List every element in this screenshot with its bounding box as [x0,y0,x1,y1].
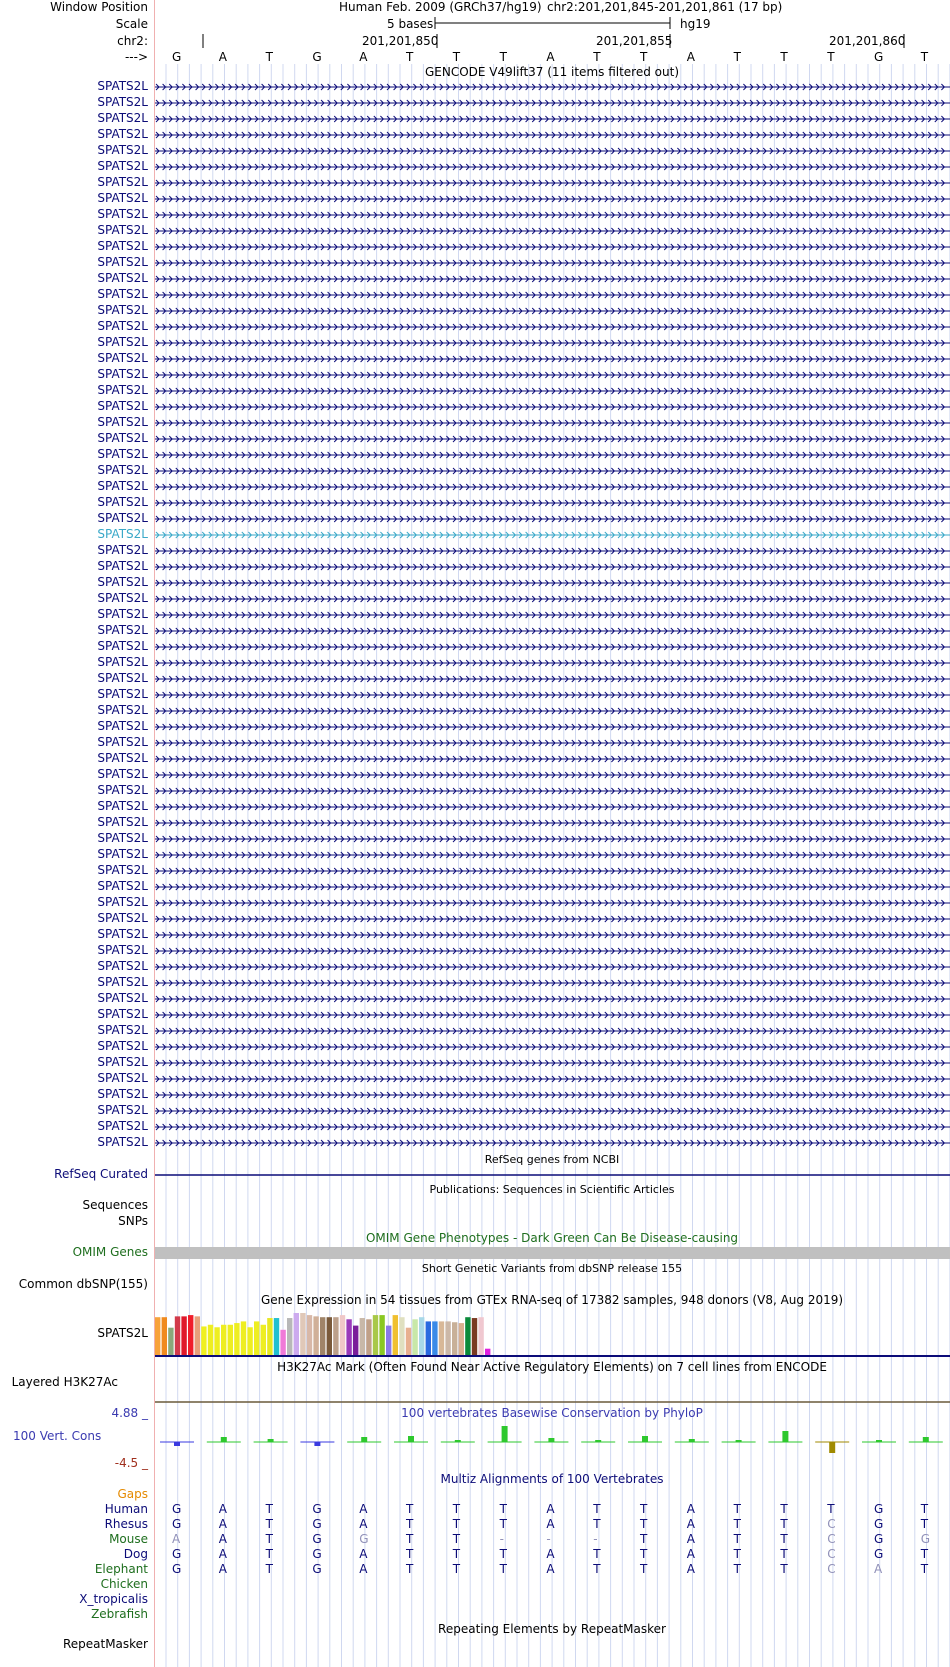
gtex-bar [485,1349,490,1355]
gencode-gene-label[interactable]: SPATS2L [97,1135,148,1149]
multiz-gaps-label: Gaps [117,1487,148,1501]
multiz-base: T [406,1502,414,1516]
gencode-gene-label[interactable]: SPATS2L [97,831,148,845]
gtex-bar [261,1325,266,1355]
multiz-base: A [546,1502,555,1516]
base-letter: T [406,50,414,64]
assembly-name: Human Feb. 2009 (GRCh37/hg19) [339,0,542,14]
gencode-gene-label[interactable]: SPATS2L [97,575,148,589]
gencode-gene-label[interactable]: SPATS2L [97,1023,148,1037]
gencode-gene-label[interactable]: SPATS2L [97,335,148,349]
gencode-gene-label[interactable]: SPATS2L [97,1055,148,1069]
window-position-label: Window Position [50,0,148,14]
gtex-bar [201,1326,206,1355]
multiz-base: T [406,1532,414,1546]
gtex-bar [340,1315,345,1355]
gtex-bar [419,1317,424,1355]
multiz-base: G [312,1502,322,1516]
gtex-bar [426,1321,431,1355]
gencode-gene-label[interactable]: SPATS2L [97,415,148,429]
gencode-gene-label[interactable]: SPATS2L [97,783,148,797]
multiz-title: Multiz Alignments of 100 Vertebrates [440,1472,664,1486]
gtex-bar [175,1316,180,1355]
gencode-gene-label[interactable]: SPATS2L [97,1119,148,1133]
gencode-gene-label[interactable]: SPATS2L [97,655,148,669]
multiz-base: T [593,1547,601,1561]
multiz-species-label[interactable]: X_tropicalis [79,1592,148,1606]
gencode-gene-label[interactable]: SPATS2L [97,479,148,493]
multiz-base: T [780,1532,788,1546]
base-letter: T [640,50,648,64]
scale-label: Scale [115,17,148,31]
multiz-base: T [265,1532,273,1546]
multiz-base: G [920,1532,931,1546]
gtex-bar [472,1318,477,1355]
multiz-base: T [780,1562,788,1576]
gencode-gene-label[interactable]: SPATS2L [97,671,148,685]
multiz-base: C [827,1562,836,1576]
gencode-gene-label[interactable]: SPATS2L [97,511,148,525]
multiz-base: G [874,1532,884,1546]
gencode-gene-label[interactable]: SPATS2L [97,687,148,701]
phylop-bar [502,1426,508,1442]
multiz-base: G [312,1547,322,1561]
base-letter: G [312,50,322,64]
multiz-base: T [640,1502,648,1516]
gtex-bar [439,1321,444,1355]
multiz-base: T [780,1547,788,1561]
gencode-gene-label[interactable]: SPATS2L [97,879,148,893]
base-letter: T [733,50,741,64]
multiz-base: T [452,1502,461,1516]
gtex-bar [162,1317,167,1355]
gencode-gene-label[interactable]: SPATS2L [97,207,148,221]
gtex-bar [247,1327,252,1355]
gencode-gene-label[interactable]: SPATS2L [97,927,148,941]
gencode-gene-label[interactable]: SPATS2L [97,159,148,173]
h3k27ac-title: H3K27Ac Mark (Often Found Near Active Regulatory Elements) on 7 cell lines from ENCODE [277,1360,827,1374]
multiz-base: G [172,1502,182,1516]
multiz-base: T [265,1547,273,1561]
multiz-base: T [920,1502,929,1516]
multiz-base: A [218,1562,228,1576]
gtex-bar [445,1321,450,1355]
gtex-bar [452,1322,457,1355]
multiz-base: C [827,1532,836,1546]
gtex-bar [393,1315,398,1355]
gtex-bar [280,1330,285,1355]
phylop-bar [782,1431,788,1442]
multiz-base: T [265,1502,273,1516]
gencode-gene-label[interactable]: SPATS2L [97,911,148,925]
multiz-base: A [359,1517,368,1531]
gencode-gene-label[interactable]: SPATS2L [97,623,148,637]
phylop-bar [361,1437,367,1442]
multiz-base: T [920,1547,929,1561]
gencode-gene-label[interactable]: SPATS2L [97,79,148,93]
base-letter: G [874,50,884,64]
gtex-bar [214,1327,219,1355]
multiz-base: T [406,1562,414,1576]
refseq-title: RefSeq genes from NCBI [484,1153,620,1166]
gencode-gene-label[interactable]: SPATS2L [97,719,148,733]
gencode-gene-label[interactable]: SPATS2L [97,367,148,381]
gencode-gene-label[interactable]: SPATS2L [97,1039,148,1053]
gencode-gene-label[interactable]: SPATS2L [97,767,148,781]
multiz-base: T [780,1517,788,1531]
multiz-base: T [593,1517,601,1531]
gtex-bar [353,1326,358,1355]
multiz-base: A [686,1532,696,1546]
base-letter: T [920,50,929,64]
gencode-gene-label[interactable]: SPATS2L [97,95,148,109]
gtex-bar [228,1325,233,1355]
gtex-bar [300,1313,305,1355]
multiz-base: T [406,1547,414,1561]
multiz-base: - [593,1532,598,1546]
multiz-base: G [312,1517,322,1531]
gtex-bar [254,1321,259,1355]
gtex-bar [459,1323,464,1355]
gencode-gene-label[interactable]: SPATS2L [97,495,148,509]
gtex-bar [155,1317,160,1355]
gtex-bar [307,1315,312,1355]
gencode-gene-label[interactable]: SPATS2L [97,271,148,285]
gtex-bar [366,1319,371,1355]
gtex-bar [320,1317,325,1355]
gencode-gene-label[interactable]: SPATS2L [97,431,148,445]
coord-2: 201,201,855 [596,34,673,48]
gencode-gene-label[interactable]: SPATS2L [97,959,148,973]
multiz-base: T [733,1517,741,1531]
publications-title: Publications: Sequences in Scientific Articles [429,1183,675,1196]
multiz-base: T [733,1532,741,1546]
gtex-label[interactable]: SPATS2L [97,1326,148,1340]
multiz-base: T [593,1502,601,1516]
gencode-gene-label[interactable]: SPATS2L [97,1087,148,1101]
gencode-gene-label[interactable]: SPATS2L [97,975,148,989]
multiz-base: T [780,1502,788,1516]
multiz-base: G [172,1517,182,1531]
multiz-base: T [640,1562,648,1576]
multiz-base: G [359,1532,369,1546]
gencode-gene-label[interactable]: SPATS2L [97,751,148,765]
gtex-bar [241,1321,246,1355]
gencode-gene-label[interactable]: SPATS2L [97,287,148,301]
multiz-species-label[interactable]: Dog [123,1547,148,1561]
omim-label[interactable]: OMIM Genes [72,1245,148,1259]
omim-bar[interactable] [155,1247,950,1259]
gencode-gene-label[interactable]: SPATS2L [97,463,148,477]
multiz-base: A [686,1547,696,1561]
multiz-base: T [733,1502,741,1516]
base-letter: T [452,50,461,64]
multiz-base: T [920,1562,929,1576]
multiz-base: A [546,1562,555,1576]
multiz-base: A [686,1517,696,1531]
gencode-gene-label[interactable]: SPATS2L [97,863,148,877]
phylop-bar [923,1437,929,1442]
multiz-base: A [359,1547,368,1561]
gencode-gene-label[interactable]: SPATS2L [97,559,148,573]
gtex-bar [379,1315,384,1355]
multiz-base: T [452,1517,461,1531]
multiz-base: G [312,1562,322,1576]
multiz-base: A [172,1532,181,1546]
multiz-base: T [920,1517,929,1531]
gencode-gene-label[interactable]: SPATS2L [97,223,148,237]
base-letter: A [218,50,228,64]
gencode-gene-label[interactable]: SPATS2L [97,1103,148,1117]
gtex-bar [287,1318,292,1355]
omim-title: OMIM Gene Phenotypes - Dark Green Can Be Disease-causing [365,1231,739,1245]
multiz-base: A [218,1517,228,1531]
gencode-gene-label[interactable]: SPATS2L [97,1007,148,1021]
multiz-base: T [499,1502,507,1516]
multiz-base: T [452,1547,461,1561]
multiz-species-label[interactable]: Mouse [109,1532,148,1546]
gencode-title: GENCODE V49lift37 (11 items filtered out) [424,65,679,79]
gencode-gene-label[interactable]: SPATS2L [97,191,148,205]
gtex-bar [333,1317,338,1355]
gencode-gene-label[interactable]: SPATS2L [97,591,148,605]
repeatmasker-title: Repeating Elements by RepeatMasker [438,1622,666,1636]
gencode-gene-label[interactable]: SPATS2L [97,255,148,269]
gencode-gene-label[interactable]: SPATS2L [97,527,148,541]
phylop-bar [642,1436,648,1442]
gtex-bar [327,1317,332,1355]
gencode-gene-label[interactable]: SPATS2L [97,543,148,557]
multiz-species-label[interactable]: Zebrafish [91,1607,148,1621]
gencode-gene-label[interactable]: SPATS2L [97,399,148,413]
gtex-bar [274,1318,279,1355]
gencode-gene-label[interactable]: SPATS2L [97,383,148,397]
multiz-base: A [218,1502,228,1516]
coord-1: 201,201,850 [362,34,439,48]
gencode-gene-label[interactable]: SPATS2L [97,1071,148,1085]
multiz-base: T [265,1517,273,1531]
multiz-base: - [546,1532,551,1546]
gtex-bar [478,1317,483,1355]
multiz-base: G [172,1547,182,1561]
phylop-bar [829,1442,835,1453]
multiz-base: T [452,1532,461,1546]
gtex-bar [360,1318,365,1355]
gtex-bar [386,1326,391,1355]
phylop-bar [548,1438,554,1442]
multiz-base: A [874,1562,883,1576]
multiz-base: T [406,1517,414,1531]
multiz-base: A [218,1547,228,1561]
base-letter: T [780,50,788,64]
multiz-base: T [499,1562,507,1576]
publications-label-sequences[interactable]: Sequences [82,1198,148,1212]
multiz-species-label[interactable]: Elephant [94,1562,148,1576]
multiz-base: T [593,1562,601,1576]
phylop-label[interactable]: 100 Vert. Cons [13,1429,102,1443]
multiz-base: T [640,1532,648,1546]
multiz-base: G [312,1532,322,1546]
gtex-bar [221,1325,226,1355]
multiz-base: C [827,1547,836,1561]
db-label: hg19 [680,17,711,31]
multiz-base: T [640,1517,648,1531]
scale-text: 5 bases [387,17,434,31]
base-letter: T [265,50,273,64]
multiz-base: G [874,1517,884,1531]
multiz-base: T [733,1562,741,1576]
gtex-bar [208,1325,213,1355]
gtex-bar [373,1315,378,1355]
gencode-gene-label[interactable]: SPATS2L [97,703,148,717]
gencode-gene-label[interactable]: SPATS2L [97,607,148,621]
base-letter: T [499,50,507,64]
multiz-base: G [874,1547,884,1561]
strand-label: ---> [124,50,148,64]
gencode-gene-label[interactable]: SPATS2L [97,351,148,365]
gtex-bar [195,1316,200,1355]
gencode-gene-label[interactable]: SPATS2L [97,447,148,461]
base-letter: A [546,50,555,64]
phylop-title: 100 vertebrates Basewise Conservation by PhyloP [401,1406,703,1420]
base-letter: A [359,50,368,64]
phylop-min-label: -4.5 _ [114,1456,148,1470]
gtex-bar [412,1319,417,1355]
base-letter: T [827,50,835,64]
gtex-bar [406,1328,411,1355]
multiz-base: T [265,1562,273,1576]
gencode-gene-label[interactable]: SPATS2L [97,175,148,189]
multiz-base: A [218,1532,228,1546]
multiz-species-label[interactable]: Rhesus [104,1517,148,1531]
gtex-bar [267,1318,272,1355]
gencode-gene-label[interactable]: SPATS2L [97,111,148,125]
dbsnp-label[interactable]: Common dbSNP(155) [18,1277,148,1291]
multiz-base: T [733,1547,741,1561]
multiz-base: G [172,1562,182,1576]
multiz-species-label[interactable]: Chicken [100,1577,148,1591]
multiz-base: C [827,1517,836,1531]
refseq-label[interactable]: RefSeq Curated [54,1167,148,1181]
multiz-base: T [452,1562,461,1576]
gtex-bar [346,1319,351,1355]
coord-3: 201,201,860 [829,34,906,48]
gencode-gene-label[interactable]: SPATS2L [97,991,148,1005]
multiz-base: A [359,1502,368,1516]
base-letter: G [172,50,182,64]
multiz-species-label[interactable]: Human [104,1502,148,1516]
gtex-bar [432,1321,437,1355]
gencode-gene-label[interactable]: SPATS2L [97,143,148,157]
base-letter: T [593,50,601,64]
multiz-base: T [499,1517,507,1531]
multiz-base: A [359,1562,368,1576]
phylop-bar [174,1442,180,1446]
multiz-base: T [499,1547,507,1561]
phylop-max-label: 4.88 _ [111,1406,148,1420]
multiz-base: - [499,1532,504,1546]
gencode-gene-label[interactable]: SPATS2L [97,799,148,813]
gtex-bar [168,1328,173,1355]
phylop-bar [221,1437,227,1442]
dbsnp-title: Short Genetic Variants from dbSNP release 155 [421,1262,683,1275]
gencode-gene-label[interactable]: SPATS2L [97,303,148,317]
gencode-gene-label[interactable]: SPATS2L [97,127,148,141]
phylop-bar [408,1436,414,1442]
multiz-base: A [686,1502,696,1516]
gencode-gene-label[interactable]: SPATS2L [97,847,148,861]
base-letter: A [686,50,696,64]
gencode-gene-label[interactable]: SPATS2L [97,943,148,957]
multiz-base: A [546,1517,555,1531]
gtex-bar [294,1313,299,1355]
position-text[interactable]: chr2:201,201,845-201,201,861 (17 bp) [547,0,783,14]
phylop-bar [314,1442,320,1446]
gtex-bar [313,1316,318,1355]
h3k27ac-label[interactable]: Layered H3K27Ac [11,1375,118,1389]
multiz-base: A [546,1547,555,1561]
gencode-gene-label[interactable]: SPATS2L [97,319,148,333]
gencode-gene-label[interactable]: SPATS2L [97,239,148,253]
multiz-base: T [827,1502,835,1516]
repeatmasker-label[interactable]: RepeatMasker [62,1637,148,1651]
gencode-gene-label[interactable]: SPATS2L [97,895,148,909]
gtex-bar [465,1317,470,1355]
gtex-bar [399,1317,404,1355]
chrom-label: chr2: [117,34,148,48]
gencode-gene-label[interactable]: SPATS2L [97,639,148,653]
multiz-base: T [640,1547,648,1561]
publications-label-snps[interactable]: SNPs [118,1214,148,1228]
multiz-base: A [686,1562,696,1576]
gtex-bar [234,1323,239,1355]
multiz-base: G [874,1502,884,1516]
gencode-gene-label[interactable]: SPATS2L [97,815,148,829]
gtex-bar [188,1315,193,1355]
gencode-gene-label[interactable]: SPATS2L [97,735,148,749]
gtex-bar [181,1316,186,1355]
gtex-title: Gene Expression in 54 tissues from GTEx RNA-seq of 17382 samples, 948 donors (V8, Aug 2019) [260,1293,844,1307]
